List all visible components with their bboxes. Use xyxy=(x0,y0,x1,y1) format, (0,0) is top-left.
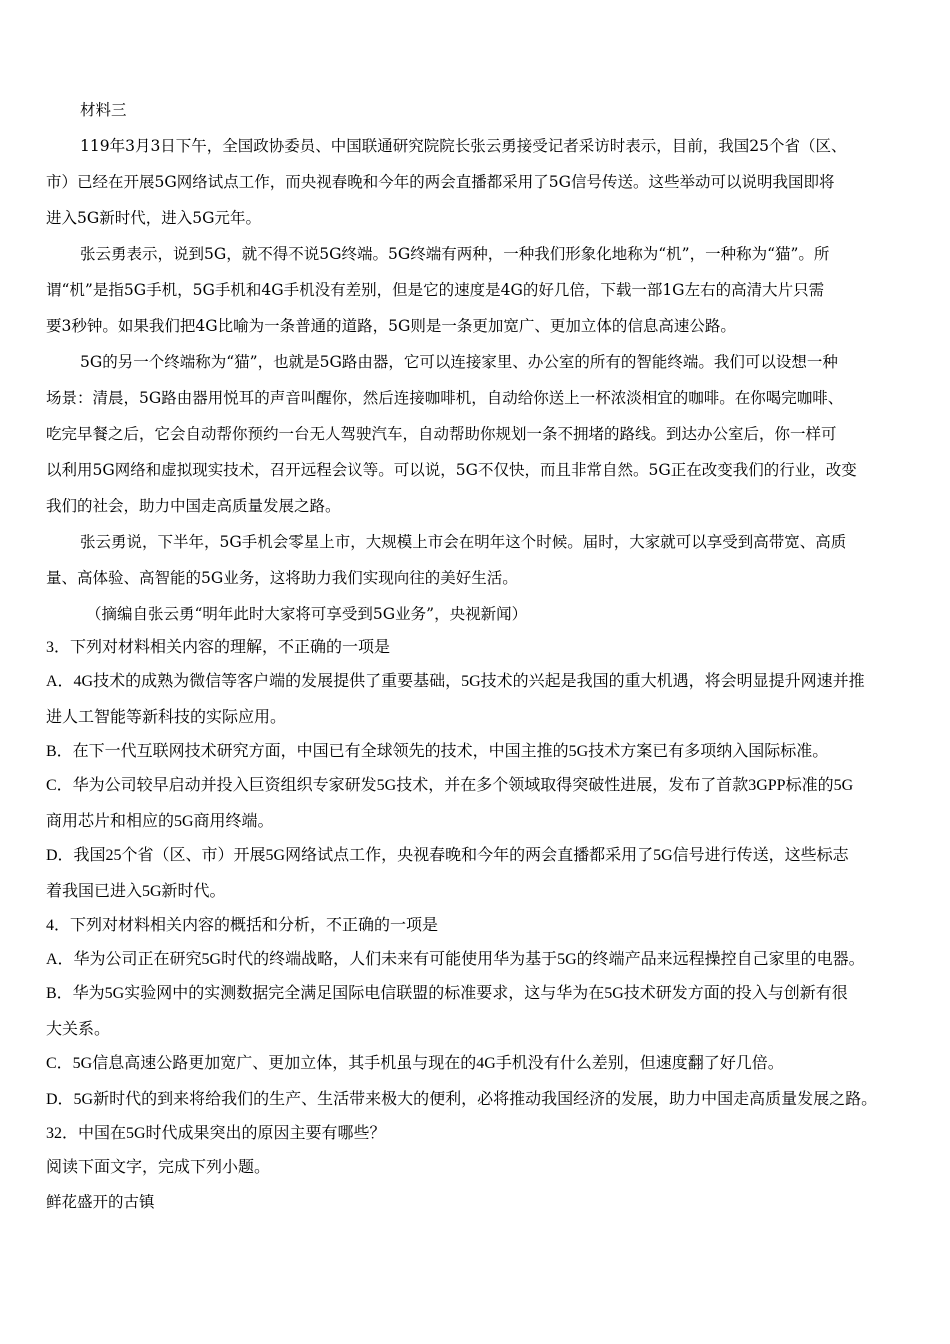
question-4-option-b: 大关系。 xyxy=(46,1021,111,1038)
material-paragraph-line: 张云勇说，下半年，5G手机会零星上市，大规模上市会在明年这个时候。届时，大家就可以享受到高带宽、高质 xyxy=(80,533,847,551)
question-3-option-d: 着我国已进入5G新时代。 xyxy=(46,883,226,900)
question-3-option-b: B．在下一代互联网技术研究方面，中国已有全球领先的技术，中国主推的5G技术方案已有多项纳入国际标准。 xyxy=(46,743,829,760)
question-4-option-d: D．5G新时代的到来将给我们的生产、生活带来极大的便利，必将推动我国经济的发展，助力中国走高质量发展之路。 xyxy=(46,1091,878,1108)
source-citation: （摘编自张云勇“明年此时大家将可享受到5G业务”，央视新闻） xyxy=(86,605,528,623)
material-paragraph-line: 吃完早餐之后，它会自动帮你预约一台无人驾驶汽车，自动帮助你规划一条不拥堵的路线。到达办公室后，你一样可 xyxy=(46,425,837,443)
material-paragraph-line: 要3秒钟。如果我们把4G比喻为一条普通的道路，5G则是一条更加宽广、更加立体的信息高速公路。 xyxy=(46,317,736,335)
question-32: 32．中国在5G时代成果突出的原因主要有哪些？ xyxy=(46,1125,386,1142)
question-4-option-b: B．华为5G实验网中的实测数据完全满足国际电信联盟的标准要求，这与华为在5G技术研发方面的投入与创新有很 xyxy=(46,985,848,1002)
question-3-option-a: 进人工智能等新科技的实际应用。 xyxy=(46,709,287,726)
question-4-option-c: C．5G信息高速公路更加宽广、更加立体，其手机虽与现在的4G手机没有什么差别，但速度翻了好几倍。 xyxy=(46,1055,784,1072)
material-paragraph-line: 119年3月3日下午，全国政协委员、中国联通研究院院长张云勇接受记者采访时表示，目前，我国25个省（区、 xyxy=(80,137,847,155)
question-3-option-c: C．华为公司较早启动并投入巨资组织专家研发5G技术，并在多个领域取得突破性进展，发布了首款3GPP标准的5G xyxy=(46,777,854,794)
question-3-stem: 3．下列对材料相关内容的理解，不正确的一项是 xyxy=(46,639,391,656)
material-paragraph-line: 场景：清晨，5G路由器用悦耳的声音叫醒你，然后连接咖啡机，自动给你送上一杯浓淡相宜的咖啡。在你喝完咖啡、 xyxy=(46,389,844,407)
material-paragraph-line: 谓“机”是指5G手机，5G手机和4G手机没有差别，但是它的速度是4G的好几倍，下载一部1G左右的高清大片只需 xyxy=(46,281,825,299)
next-passage-title: 鲜花盛开的古镇 xyxy=(46,1193,155,1211)
material-paragraph-line: 进入5G新时代，进入5G元年。 xyxy=(46,209,261,227)
question-3-option-d: D．我国25个省（区、市）开展5G网络试点工作，央视春晚和今年的两会直播都采用了5G信号进行传送，这些标志 xyxy=(46,847,849,864)
question-4-option-a: A．华为公司正在研究5G时代的终端战略，人们未来有可能使用华为基于5G的终端产品来远程操控自己家里的电器。 xyxy=(46,951,865,968)
question-3-option-a: A．4G技术的成熟为微信等客户端的发展提供了重要基础，5G技术的兴起是我国的重大机遇，将会明显提升网速并推 xyxy=(46,673,865,690)
material-paragraph-line: 我们的社会，助力中国走高质量发展之路。 xyxy=(46,497,341,515)
material-paragraph-line: 以利用5G网络和虚拟现实技术，召开远程会议等。可以说，5G不仅快，而且非常自然。5G正在改变我们的行业，改变 xyxy=(46,461,857,479)
reading-instruction: 阅读下面文字，完成下列小题。 xyxy=(46,1159,271,1176)
question-3-option-c: 商用芯片和相应的5G商用终端。 xyxy=(46,813,274,830)
material-paragraph-line: 5G的另一个终端称为“猫”，也就是5G路由器，它可以连接家里、办公室的所有的智能终端。我们可以设想一种 xyxy=(80,353,838,371)
material-paragraph-line: 市）已经在开展5G网络试点工作，而央视春晚和今年的两会直播都采用了5G信号传送。这些举动可以说明我国即将 xyxy=(46,173,835,191)
material-paragraph-line: 张云勇表示，说到5G，就不得不说5G终端。5G终端有两种，一种我们形象化地称为“机”，一种称为“猫”。所 xyxy=(80,245,830,263)
material-heading: 材料三 xyxy=(80,101,127,119)
question-4-stem: 4．下列对材料相关内容的概括和分析，不正确的一项是 xyxy=(46,917,439,934)
material-paragraph-line: 量、高体验、高智能的5G业务，这将助力我们实现向往的美好生活。 xyxy=(46,569,518,587)
